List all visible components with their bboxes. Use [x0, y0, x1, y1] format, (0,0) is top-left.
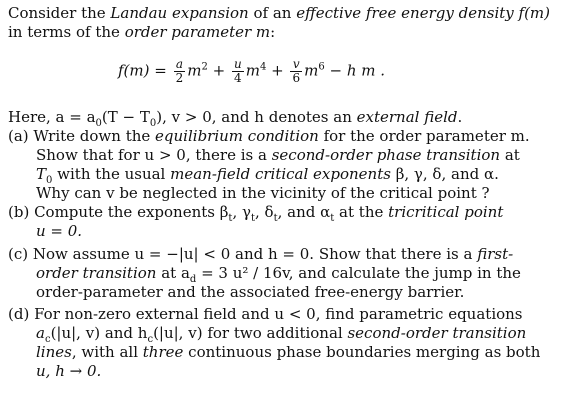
- part-a-line-1: (a) Write down the equilibrium condition for the order parameter m.: [8, 127, 530, 145]
- part-a-line-3: $T_0$ with the usual mean-field critical exponents β, γ, δ, and α.: [36, 165, 499, 186]
- intro-text: f(m): [513, 4, 550, 22]
- equation-lhs: f(m) =: [118, 61, 167, 80]
- part-c-line-2: order transition at $a_d = 3$ u² / 16v, and calculate the jump in the: [36, 264, 521, 285]
- intro-text: Consider the: [8, 4, 111, 22]
- part-d-line-2: $a_c(|u|$, v) and $h_c(|u|$, v) for two additional second-order transition: [36, 324, 527, 345]
- part-c-line-3: order-parameter and the associated free-energy barrier.: [36, 283, 465, 301]
- exponent: 2: [201, 61, 208, 73]
- intro-line-1: [8, 4, 550, 23]
- term-equilibrium-condition: equilibrium condition: [155, 127, 319, 145]
- intro-line-2: [8, 23, 275, 42]
- intro-text: of an: [248, 4, 297, 22]
- here-line: Here, $a = a_0(T - T_0)$, v > 0, and h denotes an external field.: [8, 108, 463, 129]
- part-c-line-1: (c) Now assume u = −|u| < 0 and h = 0. Show that there is a first-: [8, 245, 514, 263]
- term-second-order-transition: second-order phase transition: [271, 146, 501, 164]
- term-m: m: [187, 61, 202, 80]
- intro-text: :: [270, 23, 276, 41]
- landau-equation: [0, 48, 562, 98]
- term-second-order-transition: second-order transition: [347, 324, 527, 342]
- term-lines: lines: [36, 343, 72, 361]
- equation-tail: − h m .: [329, 61, 386, 80]
- term-landau-expansion: Landau expansion: [110, 4, 249, 22]
- fraction-a-over-2: $\frac{a}{2}$: [175, 57, 184, 85]
- exponent: 6: [318, 61, 325, 73]
- term-order-transition: order transition: [36, 264, 157, 282]
- exponent: 4: [259, 61, 267, 73]
- term-tricritical-point: tricritical point: [388, 203, 504, 221]
- term-first-order: first-: [477, 245, 514, 263]
- part-b-line-1: (b) Compute the exponents $\beta_t$, $\gamma_t$, $\delta_t$, and $\alpha_t$ at the tricritical point: [8, 203, 504, 224]
- plus-sign: +: [271, 61, 284, 80]
- term-external-field: external field: [356, 108, 458, 126]
- part-d-line-3: lines, with all three continuous phase boundaries merging as both: [36, 343, 541, 361]
- part-d-line-4: u, h → 0.: [36, 362, 102, 380]
- equation-body: [118, 58, 385, 85]
- term-mean-field-exponents: mean-field critical exponents: [170, 165, 391, 183]
- plus-sign: +: [212, 61, 226, 80]
- intro-text: in terms of the: [8, 23, 125, 41]
- part-a-line-2: Show that for u > 0, there is a second-order phase transition at: [36, 146, 520, 164]
- part-d-line-1: (d) For non-zero external field and u < 0, find parametric equations: [8, 305, 523, 323]
- term-free-energy-density: effective free energy density: [296, 4, 514, 22]
- term-order-parameter: order parameter m: [124, 23, 271, 41]
- term-m: m: [304, 61, 319, 80]
- fraction-v-over-6: $\frac{v}{6}$: [292, 57, 301, 85]
- part-a-line-4: Why can v be neglected in the vicinity of the critical point ?: [36, 184, 490, 202]
- term-m: m: [245, 61, 260, 80]
- fraction-u-over-4: $\frac{u}{4}$: [234, 57, 242, 85]
- part-b-line-2: u = 0.: [36, 222, 83, 240]
